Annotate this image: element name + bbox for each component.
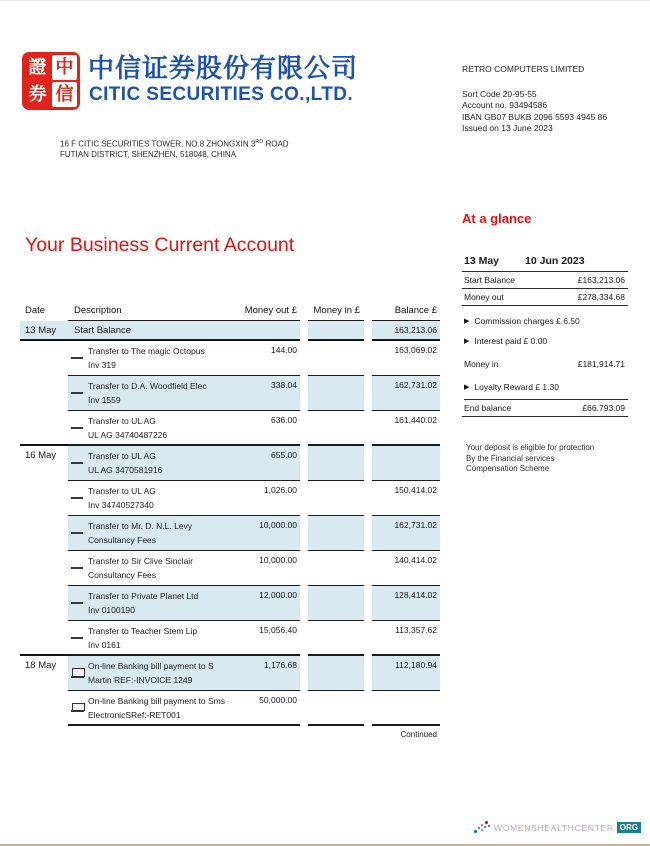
row-date: 16 May [25, 450, 57, 461]
statement-row [20, 446, 440, 481]
row-date [20, 341, 68, 376]
seal-char: 信 [52, 82, 77, 107]
dots-swoosh-icon [474, 820, 491, 835]
company-address [60, 137, 289, 161]
glance-value: £163,213.06 [577, 275, 625, 285]
row-money-out: 636.00 [271, 415, 297, 425]
glance-bullet [464, 382, 628, 400]
glance-stat [462, 356, 628, 372]
row-balance [372, 691, 440, 726]
triangle-bullet-icon: ▶ [464, 338, 470, 345]
row-description: On-line Banking bill payment to S [88, 661, 214, 671]
row-description: Transfer to The magic Octopus [88, 346, 205, 356]
row-reference: Inv 319 [88, 359, 116, 370]
row-description: Transfer to Sir Clive Sinclair [88, 556, 194, 566]
statement-row [20, 376, 440, 411]
protection-note-line: Compensation Scheme [466, 464, 550, 473]
continued-label: Continued [400, 730, 437, 739]
row-description: Transfer to Mr. D. N.L. Levy [88, 521, 193, 531]
row-money-in [308, 621, 364, 656]
glance-items [462, 272, 628, 417]
row-balance: 150,414.02 [372, 481, 440, 516]
row-money-out: 338.04 [271, 380, 297, 390]
row-money-out: 10,000.00 [259, 520, 297, 530]
row-money-out: 12,000.00 [259, 590, 297, 600]
glance-label: Money out [464, 292, 504, 302]
start-balance-date: 13 May [25, 325, 57, 336]
row-description: Transfer to UL AG [88, 486, 156, 496]
seal-char: 中 [52, 55, 77, 80]
row-reference: UL AG 3470581916 [88, 464, 163, 475]
glance-bullet [464, 316, 628, 326]
statement-row [20, 341, 440, 376]
row-money-in [308, 586, 364, 621]
row-date [20, 621, 68, 656]
row-money-in [308, 516, 364, 551]
triangle-bullet-icon: ▶ [464, 318, 470, 325]
transfer-icon [71, 462, 83, 464]
statement-period [462, 255, 628, 272]
row-money-in [308, 411, 364, 446]
row-balance: 113,357.62 [372, 621, 440, 656]
at-a-glance-heading: At a glance [462, 211, 532, 226]
table-header-row [20, 304, 440, 321]
row-money-in [308, 376, 364, 411]
protection-note-line: By the Financial services [466, 453, 555, 463]
row-reference: Inv 34740527340 [88, 499, 154, 510]
statement-row [20, 691, 440, 726]
row-balance: 161,440.02 [372, 411, 440, 446]
row-money-out: 50,000.00 [259, 695, 297, 705]
column-header-money-out: Money out £ [244, 305, 297, 316]
row-date [20, 411, 68, 446]
row-reference: ElectronicSRef:-RET001 [88, 709, 181, 720]
statement-row [20, 586, 440, 621]
statement-row [20, 411, 440, 446]
page-title: Your Business Current Account [25, 234, 295, 256]
seal-char: 券 [28, 84, 47, 104]
row-description: Transfer to Teacher Stem Lip [88, 626, 198, 636]
row-balance: 128,414.02 [372, 586, 440, 621]
statement-rows [20, 341, 440, 726]
row-money-out: 1,176.68 [263, 660, 297, 670]
row-money-in [308, 341, 364, 376]
row-money-in [308, 691, 364, 726]
row-description: Transfer to Private Planet Ltd [88, 591, 199, 601]
row-reference: Inv 0100190 [88, 604, 135, 615]
company-name-cn: 中信证券股份有限公司 [88, 53, 359, 83]
online-banking-icon [71, 703, 84, 713]
row-balance: 112,180.94 [372, 656, 440, 691]
row-money-in [308, 551, 364, 586]
row-reference: Inv 1559 [88, 394, 121, 405]
company-name-en: CITIC SECURITIES CO.,LTD. [89, 84, 354, 105]
row-balance: 162,731.02 [372, 516, 440, 551]
glance-stat [462, 272, 628, 289]
account-number: Account no. 93494586 [462, 100, 548, 110]
seal-char: 證 [28, 57, 47, 77]
row-money-out: 144.00 [271, 345, 297, 355]
glance-value: £278,334.68 [577, 292, 625, 302]
transfer-icon [71, 532, 83, 534]
row-money-in [308, 481, 364, 516]
row-description: Transfer to UL AG [88, 416, 156, 426]
issue-date: Issued on 13 June 2023 [462, 123, 553, 133]
glance-value: £181,914.71 [577, 359, 625, 369]
glance-bullet-text: Commission charges £ 6.50 [474, 316, 580, 326]
row-money-out: 1,026.00 [263, 485, 297, 495]
row-balance [372, 446, 440, 481]
start-balance-value: 163,213.06 [372, 321, 440, 341]
transfer-icon [71, 567, 83, 569]
row-reference: Martin REF:-INVOICE 1249 [88, 674, 193, 685]
row-description: Transfer to D.A. Woodfield Elec [88, 381, 207, 391]
row-reference: Consultancy Fees [88, 534, 157, 545]
row-balance: 162,731.02 [372, 376, 440, 411]
iban: IBAN GB07 BUKB 2096 5593 4945 86 [462, 111, 608, 122]
transfer-icon [71, 427, 83, 429]
footer-watermark [474, 820, 641, 835]
statement-row [20, 551, 440, 586]
row-date [20, 691, 68, 726]
row-description: Transfer to UL AG [88, 451, 156, 461]
transfer-icon [71, 357, 83, 359]
row-date [20, 516, 68, 551]
row-balance: 140,414.02 [372, 551, 440, 586]
protection-note [462, 443, 628, 475]
protection-note-line: Your deposit is eligible for protection [466, 443, 595, 452]
glance-value: £66.793.09 [582, 403, 625, 413]
transfer-icon [71, 602, 83, 604]
row-money-out: 655.00 [271, 450, 297, 460]
period-end: 10 Jun 2023 [525, 255, 585, 267]
account-info [462, 64, 607, 135]
column-header-money-in: Money in £ [308, 304, 364, 321]
glance-label: Start Balance [464, 275, 516, 285]
org-badge: ORG [617, 822, 641, 833]
statement-row [20, 481, 440, 516]
start-balance-row [20, 321, 440, 341]
account-holder: RETRO COMPUTERS LIMITED [462, 64, 585, 74]
transfer-icon [71, 637, 83, 639]
row-description: On-line Banking bill payment to Sms [88, 696, 226, 706]
row-money-out: 10,000.00 [259, 555, 297, 565]
row-date [20, 551, 68, 586]
citic-seal-logo [22, 52, 80, 110]
start-balance-money-in [308, 321, 364, 341]
transfer-icon [71, 392, 83, 394]
glance-stat [462, 289, 628, 306]
at-a-glance-panel [462, 211, 628, 475]
glance-label: End balance [464, 403, 512, 413]
row-date [20, 481, 68, 516]
statement-row [20, 621, 440, 656]
row-balance: 163,069.02 [372, 341, 440, 376]
period-start: 13 May [464, 255, 500, 267]
statement-table [20, 304, 440, 739]
column-header-description: Description [74, 305, 122, 316]
row-money-out: 15,056.40 [259, 625, 297, 635]
transfer-icon [71, 497, 83, 499]
triangle-bullet-icon: ▶ [464, 384, 470, 391]
start-balance-label: Start Balance [74, 325, 132, 336]
sort-code: Sort Code 20-95-55 [462, 88, 537, 99]
row-date [20, 376, 68, 411]
row-date: 18 May [25, 660, 57, 671]
address-line-2: FUTIAN DISTRICT, SHENZHEN, 518048, CHINA [60, 150, 237, 160]
glance-label: Money in [464, 359, 499, 369]
column-header-balance: Balance £ [372, 304, 440, 321]
row-reference: Consultancy Fees [88, 569, 157, 580]
statement-row [20, 516, 440, 551]
glance-bullet [464, 336, 628, 346]
online-banking-icon [71, 668, 84, 678]
row-reference: UL AG 34740487226 [88, 429, 168, 440]
row-money-in [308, 656, 364, 691]
address-line-1: 16 F CITIC SECURITIES TOWER, NO.8 ZHONGXIN 3RD ROAD [60, 139, 289, 149]
statement-row [20, 656, 440, 691]
glance-bullet-text: Loyalty Reward £ 1.30 [474, 382, 559, 392]
column-header-date: Date [25, 305, 46, 316]
row-date [20, 586, 68, 621]
row-money-in [308, 446, 364, 481]
glance-stat [462, 400, 628, 417]
footer-brand: WOMENSHEALTHCENTER [494, 822, 614, 833]
row-reference: Inv 0161 [88, 639, 121, 650]
glance-bullet-text: Interest paid £ 0.00 [474, 336, 548, 346]
